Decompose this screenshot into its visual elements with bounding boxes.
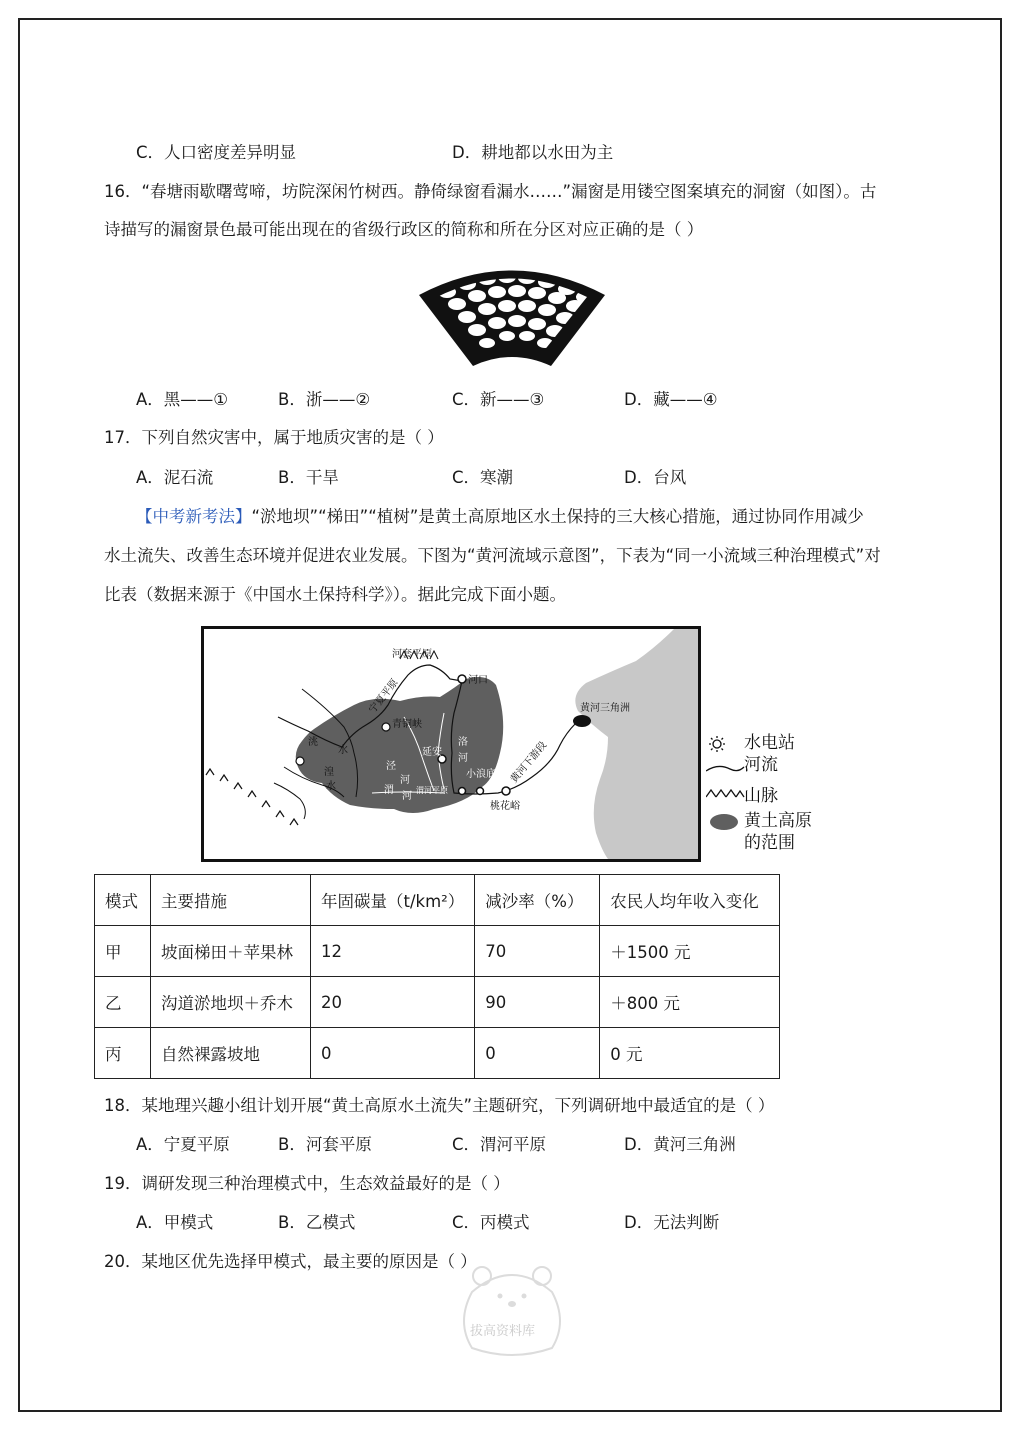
label-delta: 黄河三角洲: [580, 703, 630, 714]
map-legend-symbols: [706, 735, 746, 845]
label-downstream: 黄河下游段: [508, 739, 550, 786]
yellow-river-map: [201, 626, 701, 862]
station-dot: [477, 788, 484, 795]
q16-option-b: B．浙——②: [278, 390, 371, 409]
cell: 0: [475, 1028, 600, 1079]
label-luo: 洛: [458, 737, 468, 748]
q19-option-b: B．乙模式: [278, 1213, 356, 1232]
cell: 12: [311, 926, 475, 977]
q18-option-b: B．河套平原: [278, 1135, 372, 1154]
q18-stem: 18．某地理兴趣小组计划开展“黄土高原水土流失”主题研究，下列调研地中最适宜的是（ ）: [104, 1096, 775, 1115]
cell: 沟道淤地坝＋乔木: [151, 977, 311, 1028]
q20-stem: 20．某地区优先选择甲模式，最主要的原因是（ ）: [104, 1252, 477, 1271]
header-sediment: 减沙率（%）: [475, 875, 600, 926]
bear-watermark-icon: [452, 1262, 572, 1358]
q17-option-c: C．寒潮: [452, 468, 514, 487]
intro-line1: [136, 506, 864, 528]
cell: ＋1500 元: [600, 926, 780, 977]
taohuayu-dot: [502, 787, 510, 795]
legend-mountain: 山脉: [744, 786, 778, 806]
header-carbon: 年固碳量（t/km²）: [311, 875, 475, 926]
intro-line1-text: “淤地坝”“梯田”“植树”是黄土高原地区水土保持的三大核心措施，通过协同作用减少: [251, 507, 864, 526]
label-ningxia: 宁夏平原: [367, 677, 401, 716]
cell: 0 元: [600, 1028, 780, 1079]
q16-stem-line1: 16．“春塘雨歇曙莺啼，坊院深闲竹树西。静倚绿窗看漏水……”漏窗是用镂空图案填充的洞窗（如图）。古: [104, 182, 877, 201]
cell: 90: [475, 977, 600, 1028]
q18-option-d: D．黄河三角洲: [624, 1135, 736, 1154]
q16-option-d: D．藏——④: [624, 390, 718, 409]
cell: 乙: [95, 977, 151, 1028]
table-header-row: [95, 875, 780, 926]
label-luo-he: 河: [458, 753, 468, 764]
q17-stem: 17．下列自然灾害中，属于地质灾害的是（ ）: [104, 428, 444, 447]
sun-icon: [709, 736, 725, 752]
q19-stem: 19．调研发现三种治理模式中，生态效益最好的是（ ）: [104, 1174, 510, 1193]
cell: 0: [311, 1028, 475, 1079]
q16-stem-line2: 诗描写的漏窗景色最可能出现在的省级行政区的简称和所在分区对应正确的是（ ）: [104, 220, 704, 239]
governance-modes-table: [94, 874, 780, 1079]
cell: ＋800 元: [600, 977, 780, 1028]
q18-option-c: C．渭河平原: [452, 1135, 547, 1154]
mountain-icon: [706, 790, 744, 797]
label-yanan: 延安: [422, 747, 442, 758]
intro-tag: 【中考新考法】: [136, 507, 252, 526]
cell: 自然裸露坡地: [151, 1028, 311, 1079]
q19-option-d: D．无法判断: [624, 1213, 720, 1232]
q16-option-a: A．黑——①: [136, 390, 229, 409]
cell: 20: [311, 977, 475, 1028]
lattice-window-figure: [417, 262, 607, 368]
delta-mark: [573, 715, 591, 727]
legend-plateau-1: 黄土高原: [744, 811, 812, 831]
q19-option-c: C．丙模式: [452, 1213, 530, 1232]
q17-option-a: A．泥石流: [136, 468, 214, 487]
q15-option-c: C．人口密度差异明显: [136, 143, 297, 162]
label-wei: 渭: [384, 785, 394, 796]
table-row: [95, 926, 780, 977]
xiaolangdi-dot: [459, 788, 466, 795]
label-jing-he: 河: [400, 775, 410, 786]
q19-option-a: A．甲模式: [136, 1213, 214, 1232]
sea-area: [575, 629, 698, 859]
hekou-dot: [458, 675, 466, 683]
q17-option-d: D．台风: [624, 468, 687, 487]
intro-line2: 水土流失、改善生态环境并促进农业发展。下图为“黄河流域示意图”，下表为“同一小流域三种治理模式”对: [104, 546, 881, 565]
plateau-area: [296, 677, 503, 813]
plateau-icon: [710, 814, 738, 830]
mountain-range: [206, 769, 298, 825]
watermark-text: 拔高资料库: [470, 1324, 536, 1339]
cell: 丙: [95, 1028, 151, 1079]
header-measures: 主要措施: [151, 875, 311, 926]
cell: 70: [475, 926, 600, 977]
label-xiaolangdi: 小浪底: [466, 769, 496, 780]
label-taohuayu: 桃花峪: [490, 801, 520, 812]
q17-option-b: B．干旱: [278, 468, 339, 487]
cell: 坡面梯田＋苹果林: [151, 926, 311, 977]
label-qingtongxia: 青铜峡: [392, 719, 422, 730]
header-income: 农民人均年收入变化: [600, 875, 780, 926]
label-tao: 洮: [308, 737, 318, 748]
label-jing: 泾: [386, 761, 396, 772]
map-drawing: [204, 629, 698, 859]
label-hetao: 河套平原: [392, 649, 432, 660]
intro-line3: 比表（数据来源于《中国水土保持科学》）。据此完成下面小题。: [104, 585, 566, 604]
table-row: [95, 1028, 780, 1079]
q16-option-c: C．新——③: [452, 390, 545, 409]
legend-river: 河流: [744, 755, 778, 775]
legend-plateau-2: 的范围: [744, 833, 795, 853]
label-weihe-plain: 渭河平原: [416, 786, 448, 795]
q18-option-a: A．宁夏平原: [136, 1135, 230, 1154]
label-hekou: 河口: [468, 675, 488, 686]
header-mode: 模式: [95, 875, 151, 926]
river-icon: [706, 766, 744, 771]
label-huang-shui: 水: [326, 781, 336, 792]
q15-option-d: D．耕地都以水田为主: [452, 143, 614, 162]
label-wei-he: 河: [402, 791, 412, 802]
label-shui: 水: [338, 745, 348, 756]
cell: 甲: [95, 926, 151, 977]
label-huang: 湟: [324, 767, 334, 778]
legend-station: 水电站: [744, 733, 795, 753]
table-row: [95, 977, 780, 1028]
